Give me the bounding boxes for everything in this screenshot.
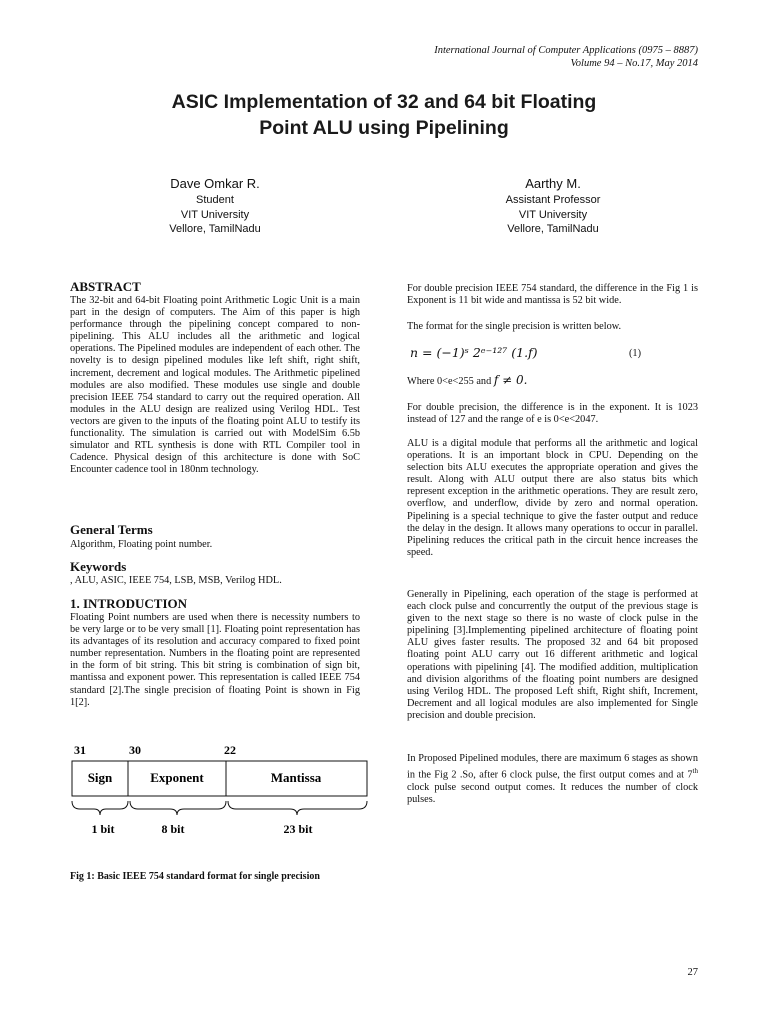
field-mantissa: Mantissa bbox=[270, 770, 322, 785]
introduction-heading: 1. INTRODUCTION bbox=[70, 596, 188, 611]
bit-position-31: 31 bbox=[74, 743, 86, 757]
width-exponent: 8 bit bbox=[161, 822, 185, 836]
paragraph-double-precision: For double precision IEEE 754 standard, the difference in the Fig 1 is Exponent is 11 bit wide and mantissa is 52 bit wide. bbox=[407, 283, 698, 307]
field-sign: Sign bbox=[87, 770, 113, 785]
paragraph-pipelining: Generally in Pipelining, each operation of the stage is performed at each clock pulse and concurrently the output of the previous stage is given to the next stage so there is no waste of clock pulse in the pipelining [3].Implementing pipelined architecture of floating point ALU gives faster results. The proposed 32 and 64 bit proposed floating point ALU carry out 16 different arithmetic and logical operations with pipelining [4]. The modified addition, multiplication and division algorithms of the floating point numbers are designed using Verilog HDL. The proposed Left shift, Right shift, Increment, Decrement and all logical modules are also implemented for Single precision and double precision. bbox=[407, 589, 698, 721]
author-name: Aarthy M. bbox=[525, 176, 581, 191]
paragraph-exponent-range: For double precision, the difference is in the exponent. It is 1023 instead of 127 and the range of e is 0<e<2047. bbox=[407, 402, 698, 426]
journal-volume: Volume 94 – No.17, May 2014 bbox=[570, 58, 698, 69]
superscript-th: th bbox=[692, 767, 698, 776]
paragraph-alu: ALU is a digital module that performs all the arithmetic and logical operations. It is an important block in CPU. Depending on the selection bits ALU executes the appropriate operation and gives the result. Along with ALU output there are also status bits which represent exception in the arithmetic operations. They are result zero, overflow, and underflow, divide by zero and normal operation. Pipelining is a special technique to give the faster output and reduce the delay in the design. It allows many operations to occur in parallel. Pipelining reduces the critical path in the circuit hence increases the speed. bbox=[407, 438, 698, 558]
author-location: Vellore, TamilNadu bbox=[507, 223, 599, 235]
stages-text-2: clock pulse second output comes. It reduces the number of clock pulses. bbox=[407, 781, 698, 805]
paragraph-format-intro: The format for the single precision is written below. bbox=[407, 321, 622, 332]
abstract-heading: ABSTRACT bbox=[70, 279, 141, 294]
where-text: Where 0<e<255 and bbox=[407, 376, 492, 387]
figure-1 bbox=[60, 738, 380, 843]
brace-mantissa bbox=[228, 801, 367, 815]
format-box bbox=[72, 761, 367, 796]
bit-position-22: 22 bbox=[224, 743, 236, 757]
journal-header bbox=[434, 44, 698, 70]
keywords-text: , ALU, ASIC, IEEE 754, LSB, MSB, Verilog HDL. bbox=[70, 575, 282, 586]
field-exponent: Exponent bbox=[150, 770, 204, 785]
page-number: 27 bbox=[687, 967, 698, 978]
paper-title bbox=[60, 89, 708, 141]
width-sign: 1 bit bbox=[91, 822, 115, 836]
equation-number: (1) bbox=[629, 348, 642, 359]
title-line-1: ASIC Implementation of 32 and 64 bit Floating bbox=[171, 91, 597, 113]
paragraph-stages bbox=[407, 753, 698, 806]
figure-1-caption: Fig 1: Basic IEEE 754 standard format for single precision bbox=[70, 871, 320, 882]
general-terms-heading: General Terms bbox=[70, 522, 153, 537]
brace-sign bbox=[72, 801, 128, 815]
journal-name: International Journal of Computer Applications (0975 – 8887) bbox=[434, 45, 698, 56]
stages-text-1: In Proposed Pipelined modules, there are maximum 6 stages as shown in the Fig 2 .So, after 6 clock pulse, the first output comes and at 7 bbox=[407, 753, 698, 781]
author-location: Vellore, TamilNadu bbox=[169, 223, 261, 235]
abstract-text: The 32-bit and 64-bit Floating point Arithmetic Logic Unit is a main part in the design of computers. The Aim of this paper is high performance through the pipelining concept compared to non-pipelining. This ALU includes all the arithmetic and logical operations. The Pipelined modules are independent of each other. The novelty is to design pipelined modules like left shift, right shift, increment, decrement and logical modules. The Arithmetic pipelined modules are also modified. These modules use single and double precision IEEE 754 standard to carry out the required operation. All modules in the ALU design are realized using Verilog HDL. Test vectors are given to the inputs of the floating point ALU to testify its functionality. The simulation is carried out with ModelSim 6.5b simulator and RTL synthesis is done with RTL Compiler tool in Cadence. Physical design of this architecture is done with SoC Encounter cadence tool in 180nm technology. bbox=[70, 295, 360, 476]
general-terms-text: Algorithm, Floating point number. bbox=[70, 539, 213, 550]
brace-exponent bbox=[130, 801, 226, 815]
equation-1: n = (−1)ˢ 2ᵉ⁻¹²⁷ (1.f) bbox=[410, 345, 538, 360]
author-affiliation: VIT University bbox=[180, 208, 250, 221]
width-mantissa: 23 bit bbox=[283, 822, 313, 836]
author-2 bbox=[453, 175, 653, 237]
paragraph-where bbox=[407, 374, 698, 388]
author-1 bbox=[115, 175, 315, 237]
author-role: Student bbox=[196, 194, 234, 206]
author-affiliation: VIT University bbox=[518, 208, 588, 221]
where-math: f ≠ 0. bbox=[493, 373, 528, 387]
author-name: Dave Omkar R. bbox=[170, 176, 260, 191]
keywords-heading: Keywords bbox=[70, 559, 127, 574]
title-line-2: Point ALU using Pipelining bbox=[259, 117, 509, 139]
author-role: Assistant Professor bbox=[505, 194, 601, 206]
bit-position-30: 30 bbox=[129, 743, 141, 757]
ieee754-diagram bbox=[60, 738, 380, 838]
introduction-text: Floating Point numbers are used when there is necessity numbers to be very large or to be very small [1]. Floating point representation has its advantages of its resolution and accuracy compared to fixed point number representation. Numbers in the floating point are represented in the form of bit string. This bit string is combination of sign bit, mantissa and exponent power. This representation is called IEEE 754 standard [2].The single precision of floating Point is shown in Fig 1[2]. bbox=[70, 612, 360, 708]
